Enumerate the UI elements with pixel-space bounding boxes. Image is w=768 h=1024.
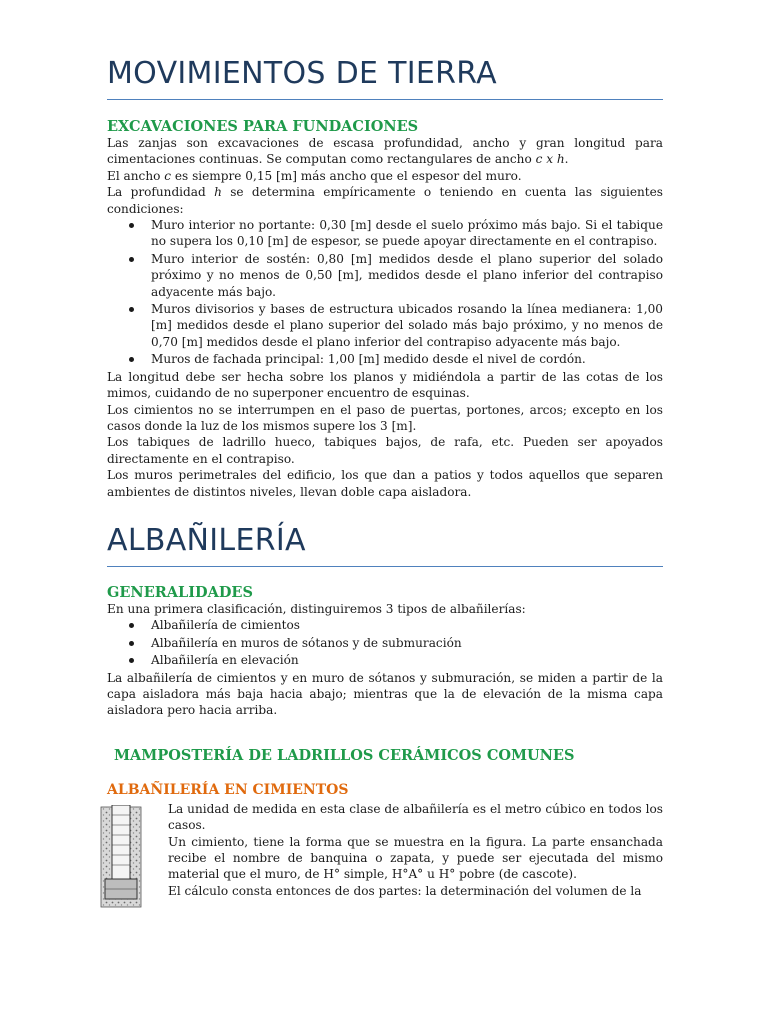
title-rule xyxy=(107,99,663,100)
paragraph-cimientos: Los cimientos no se interrumpen en el paso de puertas, portones, arcos; excepto en los casos donde la luz de los mismos supere los 3 [m]. xyxy=(107,402,663,433)
subtitle-mamposteria: MAMPOSTERÍA DE LADRILLOS CERÁMICOS COMUNES xyxy=(114,746,575,764)
list-item xyxy=(107,251,663,300)
list-item-text: Muros divisorios y bases de estructura ubicados rosando la línea medianera: 1,00 [m] medidos desde el plano superior del solado más bajo próximo, y no menos de 0,70 [m] medidos desde el plano inferior del contrapiso adyacente más bajo. xyxy=(151,302,663,349)
paragraph-clasificacion: En una primera clasificación, distinguiremos 3 tipos de albañilerías: xyxy=(107,601,526,616)
paragraph-text: La profundidad xyxy=(107,185,215,200)
paragraph-longitud: La longitud debe ser hecha sobre los planos y midiéndola a partir de las cotas de los mimos, cuidando de no superponer encuentro de esquinas. xyxy=(107,369,663,401)
list-item-text: Muro interior de sostén: 0,80 [m] medidos desde el plano superior del solado próximo y no menos de 0,50 [m], medidos desde el plano inferior del contrapiso adyacente más bajo. xyxy=(151,251,663,299)
foundation-section xyxy=(107,801,663,899)
bullet-icon xyxy=(129,223,134,228)
paragraph-text: es siempre 0,15 [m] más ancho que el espesor del muro. xyxy=(171,168,522,183)
bullet-icon xyxy=(129,641,134,646)
list-item xyxy=(107,617,663,633)
foundation-text xyxy=(168,801,663,899)
variable-text: h xyxy=(214,185,222,200)
document-page xyxy=(107,55,663,899)
list-item xyxy=(107,652,663,668)
bullet-icon xyxy=(129,658,134,663)
bullet-icon xyxy=(129,357,134,362)
paragraph-muros-perimetrales: Los muros perimetrales del edificio, los que dan a patios y todos aquellos que separen ambientes de distintos niveles, llevan doble capa aisladora. xyxy=(107,468,663,499)
types-list xyxy=(107,617,663,668)
list-item xyxy=(107,301,663,350)
list-item-text: Muro interior no portante: 0,30 [m] desde el suelo próximo más bajo. Si el tabique no supera los 0,10 [m] de espesor, se puede apoyar directamente en el contrapiso. xyxy=(151,218,663,249)
paragraph-unidad: La unidad de medida en esta clase de albañilería es el metro cúbico en todos los casos. xyxy=(168,801,663,833)
conditions-list xyxy=(107,217,663,368)
bullet-icon xyxy=(129,307,134,312)
section-title-movimientos: MOVIMIENTOS DE TIERRA xyxy=(107,56,498,91)
paragraph-text: Las zanjas son excavaciones de escasa profundidad, ancho y gran longitud para cimentaciones continuas. Se computan como rectangulares de ancho xyxy=(107,136,663,167)
list-item-text: Muros de fachada principal: 1,00 [m] medido desde el nivel de cordón. xyxy=(151,352,586,367)
bullet-icon xyxy=(129,623,134,628)
list-item-text: Albañilería en elevación xyxy=(151,653,299,668)
variable-text: c x h xyxy=(535,152,565,167)
paragraph-ancho xyxy=(107,168,663,184)
section-albanileria xyxy=(107,522,663,899)
paragraph-text: El ancho xyxy=(107,168,165,183)
list-item xyxy=(107,635,663,651)
paragraph-calculo: El cálculo consta entonces de dos partes: la determinación del volumen de la xyxy=(168,883,642,898)
paragraph-medicion: La albañilería de cimientos y en muro de sótanos y submuración, se miden a partir de la capa aisladora más baja hacia abajo; mientras que la de elevación de la misma capa aisladora pero hacia arriba. xyxy=(107,670,663,718)
subtitle-albanileria-cimientos: ALBAÑILERÍA EN CIMIENTOS xyxy=(107,781,349,798)
foundation-diagram-icon xyxy=(99,805,143,909)
title-rule xyxy=(107,566,663,567)
list-item-text: Albañilería de cimientos xyxy=(151,618,300,633)
subtitle-generalidades: GENERALIDADES xyxy=(107,583,253,601)
list-item-text: Albañilería en muros de sótanos y de submuración xyxy=(151,635,462,650)
paragraph-text: . xyxy=(564,152,569,167)
paragraph-zanjas xyxy=(107,135,663,168)
subtitle-excavaciones: EXCAVACIONES PARA FUNDACIONES xyxy=(107,118,419,135)
bullet-icon xyxy=(129,257,134,262)
paragraph-text: se determina empíricamente o teniendo en cuenta las siguientes condiciones: xyxy=(107,185,664,216)
list-item xyxy=(107,217,663,250)
list-item xyxy=(107,351,663,367)
variable-text: c xyxy=(164,168,172,183)
section-title-albanileria: ALBAÑILERÍA xyxy=(107,522,306,558)
paragraph-tabiques: Los tabiques de ladrillo hueco, tabiques bajos, de rafa, etc. Pueden ser apoyados directamente en el contrapiso. xyxy=(107,435,663,466)
paragraph-cimiento-forma: Un cimiento, tiene la forma que se muestra en la figura. La parte ensanchada recibe el nombre de banquina o zapata, y puede ser ejecutada del mismo material que el muro, de H° simple, H°A° u H° pobre (de cascote). xyxy=(168,834,663,882)
paragraph-profundidad xyxy=(107,184,663,217)
